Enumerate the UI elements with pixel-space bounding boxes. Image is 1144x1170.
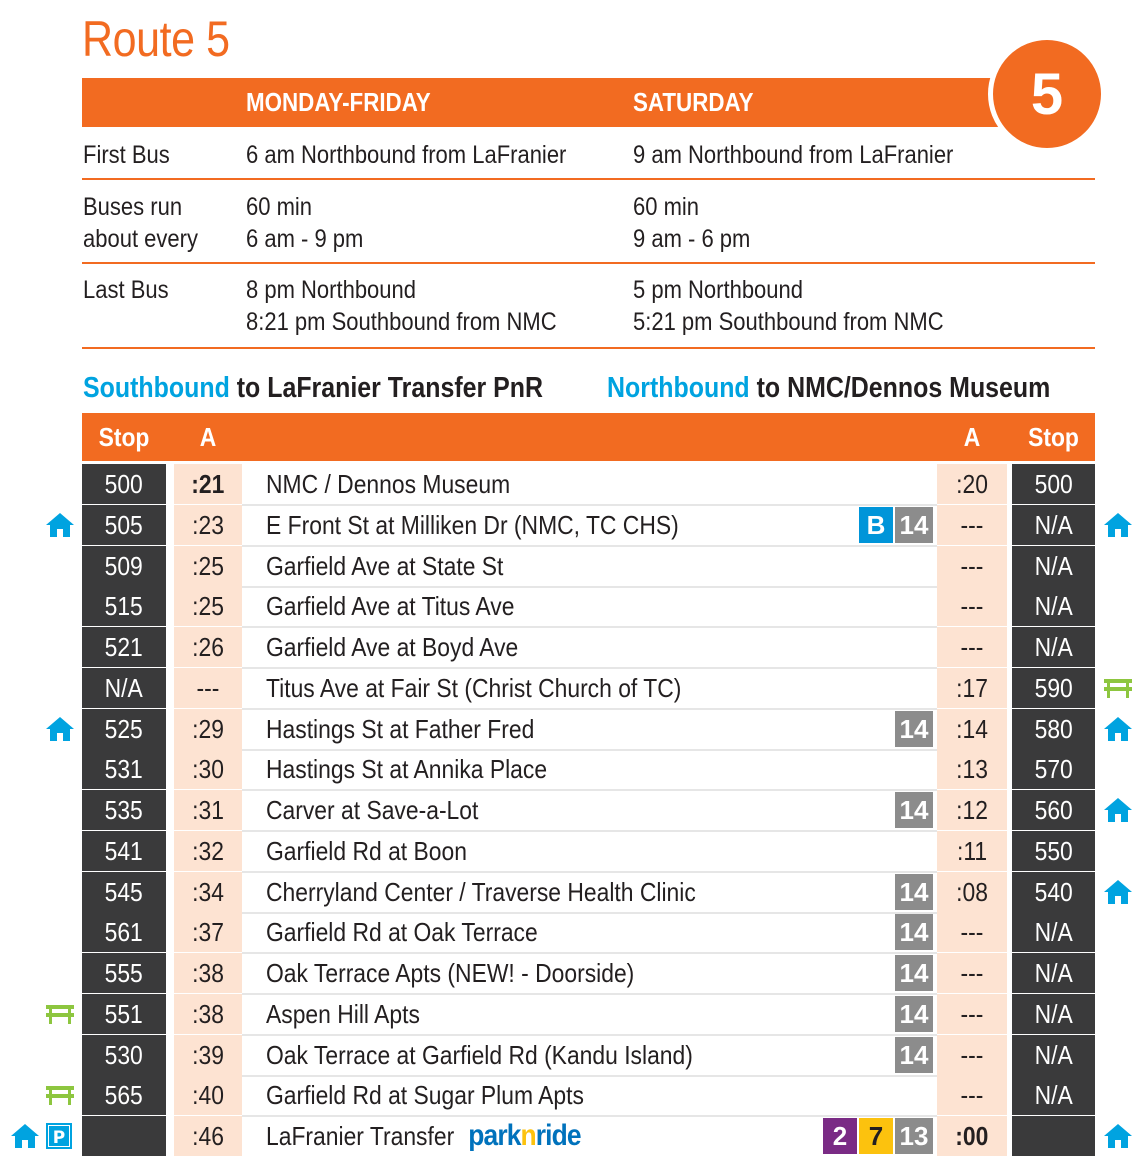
northbound-time: :13	[937, 749, 1007, 789]
southbound-time: :21	[174, 464, 242, 504]
southbound-time: :29	[174, 709, 242, 749]
connection-route-badge: 14	[895, 955, 933, 991]
stop-name: Garfield Rd at Oak Terrace	[266, 917, 538, 947]
bench-icon	[45, 1003, 75, 1030]
southbound-stop-number: 535	[82, 790, 166, 830]
northbound-stop-number: N/A	[1012, 1075, 1095, 1115]
northbound-stop-number: N/A	[1012, 627, 1095, 667]
southbound-stop-number: 509	[82, 546, 166, 586]
northbound-stop-number: N/A	[1012, 953, 1095, 993]
connection-route-badge: 14	[895, 1037, 933, 1073]
parking-icon	[46, 1123, 72, 1154]
stop-name: Titus Ave at Fair St (Christ Church of TC)	[266, 673, 682, 703]
southbound-stop-number: N/A	[82, 668, 166, 708]
svg-text:P: P	[52, 1128, 66, 1148]
northbound-time: ---	[937, 912, 1007, 952]
southbound-heading: Southbound to LaFranier Transfer PnR	[83, 372, 544, 404]
last-bus-weekday: 8 pm Northbound 8:21 pm Southbound from NMC	[246, 276, 557, 336]
route-number-badge	[988, 35, 1106, 153]
southbound-time: :34	[174, 872, 242, 912]
shelter-house-icon	[45, 512, 75, 543]
southbound-time: :25	[174, 586, 242, 626]
southbound-time: :26	[174, 627, 242, 667]
stop-name: Garfield Ave at Boyd Ave	[266, 632, 519, 662]
northbound-time: ---	[937, 1035, 1007, 1075]
northbound-stop-number: 570	[1012, 749, 1095, 789]
northbound-time: :12	[937, 790, 1007, 830]
southbound-stop-number: 525	[82, 709, 166, 749]
northbound-stop-number: N/A	[1012, 505, 1095, 545]
northbound-stop-number: N/A	[1012, 586, 1095, 626]
last-bus-label: Last Bus	[83, 276, 169, 304]
northbound-time: :17	[937, 668, 1007, 708]
stop-name: E Front St at Milliken Dr (NMC, TC CHS)	[266, 510, 679, 540]
stop-row	[82, 464, 1095, 505]
shelter-house-icon	[1103, 797, 1133, 828]
stop-name: Garfield Rd at Boon	[266, 836, 467, 866]
first-bus-weekday: 6 am Northbound from LaFranier	[246, 141, 567, 169]
southbound-stop-number: 545	[82, 872, 166, 912]
bench-icon	[1103, 677, 1133, 704]
col-stop-south: Stop	[98, 422, 150, 452]
stop-name: Garfield Ave at Titus Ave	[266, 591, 515, 621]
divider	[82, 347, 1095, 349]
northbound-stop-number: 580	[1012, 709, 1095, 749]
northbound-time: :11	[937, 831, 1007, 871]
stop-name: NMC / Dennos Museum	[266, 469, 511, 499]
stop-name: LaFranier Transfer parknride	[266, 1119, 581, 1152]
stop-row	[82, 586, 1095, 627]
stop-row	[82, 627, 1095, 668]
southbound-time: :30	[174, 749, 242, 789]
stop-row	[82, 953, 1095, 994]
southbound-stop-number: 551	[82, 994, 166, 1034]
southbound-stop-number: 515	[82, 586, 166, 626]
shelter-house-icon	[10, 1123, 40, 1154]
southbound-stop-number: 555	[82, 953, 166, 993]
connection-route-badge: 14	[895, 711, 933, 747]
stop-name: Carver at Save-a-Lot	[266, 795, 479, 825]
stop-row	[82, 1035, 1095, 1076]
southbound-stop-number: 561	[82, 912, 166, 952]
northbound-stop-number: 540	[1012, 872, 1095, 912]
stop-name: Cherryland Center / Traverse Health Clinic	[266, 877, 696, 907]
stop-row	[82, 872, 1095, 913]
stop-name: Oak Terrace at Garfield Rd (Kandu Island)	[266, 1040, 693, 1070]
southbound-time: :37	[174, 912, 242, 952]
southbound-time: :38	[174, 994, 242, 1034]
stop-row	[82, 994, 1095, 1035]
frequency-weekday: 60 min 6 am - 9 pm	[246, 193, 364, 253]
southbound-time: :40	[174, 1075, 242, 1115]
southbound-stop-number: 530	[82, 1035, 166, 1075]
northbound-time: :08	[937, 872, 1007, 912]
frequency-label: Buses run about every	[83, 193, 198, 253]
northbound-stop-number: 500	[1012, 464, 1095, 504]
connection-route-badge: 2	[823, 1118, 857, 1154]
connection-route-badge: 14	[895, 874, 933, 910]
stop-row	[82, 505, 1095, 546]
stop-row	[82, 749, 1095, 790]
stop-name: Garfield Rd at Sugar Plum Apts	[266, 1080, 584, 1110]
southbound-time: :38	[174, 953, 242, 993]
shelter-house-icon	[1103, 716, 1133, 747]
northbound-time: ---	[937, 546, 1007, 586]
col-time-south: A	[199, 422, 217, 452]
route-number: 5	[1030, 61, 1064, 127]
first-bus-label: First Bus	[83, 141, 170, 169]
northbound-time: :00	[937, 1116, 1007, 1156]
northbound-stop-number: 550	[1012, 831, 1095, 871]
stop-row	[82, 831, 1095, 872]
northbound-stop-number	[1012, 1116, 1095, 1156]
northbound-time: ---	[937, 505, 1007, 545]
stop-name: Hastings St at Annika Place	[266, 754, 548, 784]
southbound-time: :32	[174, 831, 242, 871]
stop-row	[82, 709, 1095, 750]
connection-route-badge: 7	[859, 1118, 893, 1154]
divider	[82, 262, 1095, 264]
stop-row	[82, 546, 1095, 587]
northbound-time: ---	[937, 1075, 1007, 1115]
shelter-house-icon	[1103, 1123, 1133, 1154]
northbound-stop-number: 590	[1012, 668, 1095, 708]
last-bus-saturday: 5 pm Northbound 5:21 pm Southbound from NMC	[633, 276, 944, 336]
connection-route-badge: 14	[895, 507, 933, 543]
northbound-time: :14	[937, 709, 1007, 749]
stop-name: Hastings St at Father Fred	[266, 714, 535, 744]
southbound-time: :25	[174, 546, 242, 586]
northbound-time: ---	[937, 953, 1007, 993]
page-title: Route 5	[82, 11, 230, 67]
connection-route-badge: 14	[895, 996, 933, 1032]
header-weekday: MONDAY-FRIDAY	[246, 87, 431, 117]
northbound-stop-number: N/A	[1012, 1035, 1095, 1075]
first-bus-saturday: 9 am Northbound from LaFranier	[633, 141, 954, 169]
southbound-stop-number	[82, 1116, 166, 1156]
southbound-stop-number: 505	[82, 505, 166, 545]
stop-row	[82, 1075, 1095, 1116]
southbound-time: :31	[174, 790, 242, 830]
stop-name: Oak Terrace Apts (NEW! - Doorside)	[266, 958, 635, 988]
header-saturday: SATURDAY	[633, 87, 754, 117]
northbound-time: ---	[937, 586, 1007, 626]
col-time-north: A	[963, 422, 981, 452]
southbound-time: :23	[174, 505, 242, 545]
stop-name: Aspen Hill Apts	[266, 999, 420, 1029]
col-stop-north: Stop	[1028, 422, 1079, 452]
southbound-stop-number: 531	[82, 749, 166, 789]
shelter-house-icon	[1103, 879, 1133, 910]
southbound-stop-number: 500	[82, 464, 166, 504]
northbound-stop-number: N/A	[1012, 994, 1095, 1034]
stop-row	[82, 1116, 1095, 1157]
schedule-header-bar	[82, 78, 1012, 127]
southbound-time: :39	[174, 1035, 242, 1075]
stop-row	[82, 912, 1095, 953]
shelter-house-icon	[1103, 512, 1133, 543]
southbound-stop-number: 565	[82, 1075, 166, 1115]
connection-route-badge: 14	[895, 914, 933, 950]
northbound-time: ---	[937, 627, 1007, 667]
northbound-stop-number: N/A	[1012, 546, 1095, 586]
stop-name: Garfield Ave at State St	[266, 551, 504, 581]
southbound-time: :46	[174, 1116, 242, 1156]
northbound-stop-number: N/A	[1012, 912, 1095, 952]
stop-row	[82, 790, 1095, 831]
southbound-stop-number: 541	[82, 831, 166, 871]
northbound-time: ---	[937, 994, 1007, 1034]
northbound-time: :20	[937, 464, 1007, 504]
divider	[82, 178, 1095, 180]
shelter-house-icon	[45, 716, 75, 747]
connection-route-badge: 14	[895, 792, 933, 828]
park-n-ride-logo: parknride	[468, 1119, 581, 1152]
northbound-heading: Northbound to NMC/Dennos Museum	[607, 372, 1051, 404]
frequency-saturday: 60 min 9 am - 6 pm	[633, 193, 751, 253]
connection-route-badge: 13	[895, 1118, 933, 1154]
northbound-stop-number: 560	[1012, 790, 1095, 830]
bench-icon	[45, 1084, 75, 1111]
southbound-stop-number: 521	[82, 627, 166, 667]
southbound-time: ---	[174, 668, 242, 708]
connection-route-badge: B	[859, 507, 893, 543]
stop-row	[82, 668, 1095, 709]
